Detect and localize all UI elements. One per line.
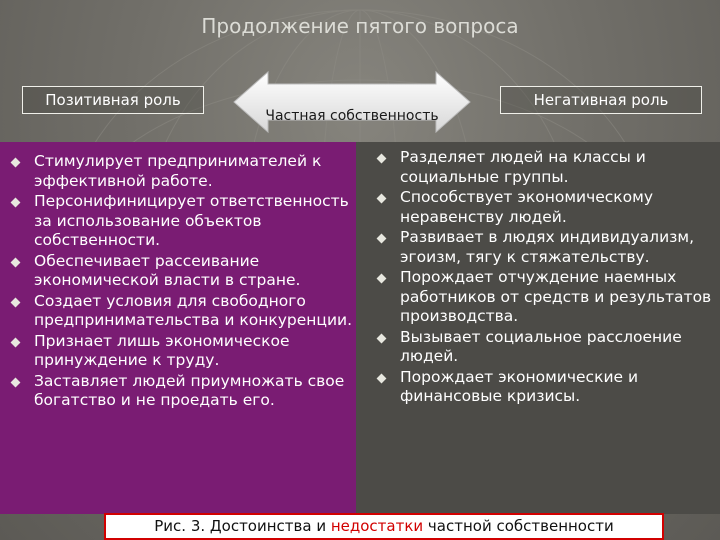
diamond-bullet-icon [11,257,21,267]
negative-item [376,188,716,227]
positive-item [10,292,354,331]
diamond-bullet-icon [11,377,21,387]
diamond-bullet-icon [11,158,21,168]
negative-item [376,268,716,327]
negative-item-text: Порождает отчуждение наемных работников от средств и результатов производства. [400,268,712,325]
negative-item-text: Вызывает социальное расслоение людей. [400,327,682,365]
diamond-bullet-icon [377,154,387,164]
positive-item-text: Заставляет людей приумножать свое богатство и не проедать его. [34,371,345,409]
positive-item-text: Обеспечивает рассеивание экономической власти в стране. [34,251,301,289]
positive-item [10,192,354,251]
diamond-bullet-icon [377,194,387,204]
page-title: Продолжение пятого вопроса [201,14,519,38]
positive-item [10,332,354,371]
positive-list [10,152,354,412]
negative-item-text: Порождает экономические и финансовые кризисы. [400,367,639,405]
diamond-bullet-icon [11,297,21,307]
caption-part2: недостатки [330,517,424,535]
center-label: Частная собственность [265,108,439,124]
negative-role-header: Негативная роль [500,86,702,114]
positive-item [10,152,354,191]
diamond-bullet-icon [377,234,387,244]
negative-item-text: Разделяет людей на классы и социальные группы. [400,148,646,186]
diamond-bullet-icon [11,337,21,347]
diamond-bullet-icon [377,274,387,284]
positive-panel [0,142,356,514]
positive-item-text: Создает условия для свободного предпринимательства и конкуренции. [34,291,353,329]
positive-item-text: Персонифиницирует ответственность за использование объектов собственности. [34,192,349,249]
positive-item [10,252,354,291]
negative-item [376,148,716,187]
caption-part1: Рис. 3. Достоинства и [154,517,331,535]
negative-item-text: Способствует экономическому неравенству людей. [400,188,654,226]
positive-role-header: Позитивная роль [22,86,204,114]
positive-item-text: Стимулирует предпринимателей к эффективной работе. [34,152,322,190]
diamond-bullet-icon [11,198,21,208]
negative-item [376,368,716,407]
figure-caption [104,513,664,540]
positive-item-text: Признает лишь экономическое принуждение к труду. [34,331,290,369]
negative-list [376,148,716,408]
diamond-bullet-icon [377,333,387,343]
negative-panel [356,142,720,514]
caption-part3: частной собственности [423,517,614,535]
negative-item [376,228,716,267]
negative-item [376,328,716,367]
positive-item [10,372,354,411]
double-arrow-icon [232,70,472,134]
diamond-bullet-icon [377,373,387,383]
negative-item-text: Развивает в людях индивидуализм, эгоизм, тягу к стяжательству. [400,228,695,266]
